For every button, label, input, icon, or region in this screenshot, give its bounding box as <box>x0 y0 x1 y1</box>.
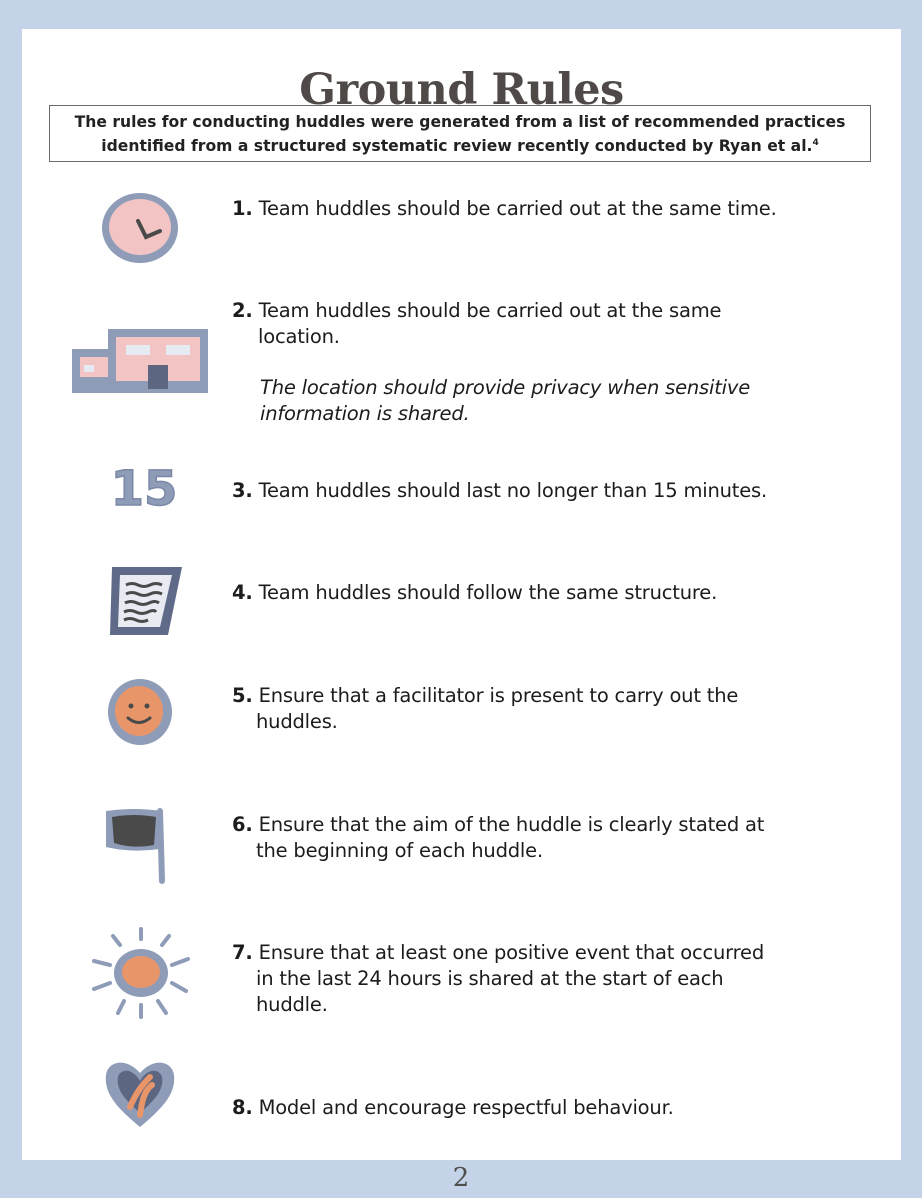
rule-number: 2. <box>232 299 253 322</box>
rule-number: 8. <box>232 1096 253 1119</box>
clock-icon <box>98 189 186 269</box>
rule-text: Model and encourage respectful behaviour. <box>258 1096 674 1119</box>
rule-number: 3. <box>232 479 253 502</box>
rule-8 <box>232 1095 792 1121</box>
fifteen-icon <box>108 457 180 517</box>
rule-number: 4. <box>232 581 253 604</box>
intro-reference: 4 <box>812 138 819 148</box>
rule-1 <box>232 196 792 222</box>
rule-number: 6. <box>232 813 253 836</box>
rule-2 <box>232 298 792 427</box>
rule-text-line2: huddles. <box>256 710 338 733</box>
intro-box <box>49 105 871 162</box>
flag-icon <box>102 803 174 885</box>
heart-icon <box>102 1055 178 1131</box>
building-icon <box>68 325 214 399</box>
page-number: 2 <box>452 1163 470 1193</box>
rule-text-line2: in the last 24 hours is shared at the start of each <box>256 967 724 990</box>
fifteen-icon-text: 15 <box>110 461 178 517</box>
sun-icon <box>86 925 198 1021</box>
rule-number: 5. <box>232 684 253 707</box>
rule-text-line1: Ensure that a facilitator is present to carry out the <box>258 684 739 707</box>
rule-5 <box>232 683 792 735</box>
rule-text-line2: the beginning of each huddle. <box>256 839 543 862</box>
rule-text: Team huddles should follow the same structure. <box>258 581 718 604</box>
page-sheet <box>22 29 901 1160</box>
rule-text: Team huddles should last no longer than 15 minutes. <box>258 479 767 502</box>
rule-number: 7. <box>232 941 253 964</box>
rule-3 <box>232 478 792 504</box>
page-title: Ground Rules <box>299 65 624 115</box>
rule-4 <box>232 580 792 606</box>
rule-number: 1. <box>232 197 253 220</box>
rule-7 <box>232 940 792 1018</box>
rule-note-line1: The location should provide privacy when sensitive <box>260 376 751 399</box>
rule-text-line2: location. <box>258 325 340 348</box>
rule-text-line1: Ensure that the aim of the huddle is clearly stated at <box>258 813 765 836</box>
rule-text-line3: huddle. <box>256 993 328 1016</box>
rule-note-line2: information is shared. <box>260 402 470 425</box>
rule-6 <box>232 812 792 864</box>
smiley-face-icon <box>106 677 176 749</box>
rule-text-line1: Team huddles should be carried out at the same <box>258 299 722 322</box>
rule-text-line1: Ensure that at least one positive event that occurred <box>258 941 764 964</box>
rule-text: Team huddles should be carried out at the same time. <box>258 197 777 220</box>
document-icon <box>106 563 186 639</box>
intro-text: The rules for conducting huddles were generated from a list of recommended practices identified from a structured systematic review recently conducted by Ryan et al. <box>74 113 846 155</box>
